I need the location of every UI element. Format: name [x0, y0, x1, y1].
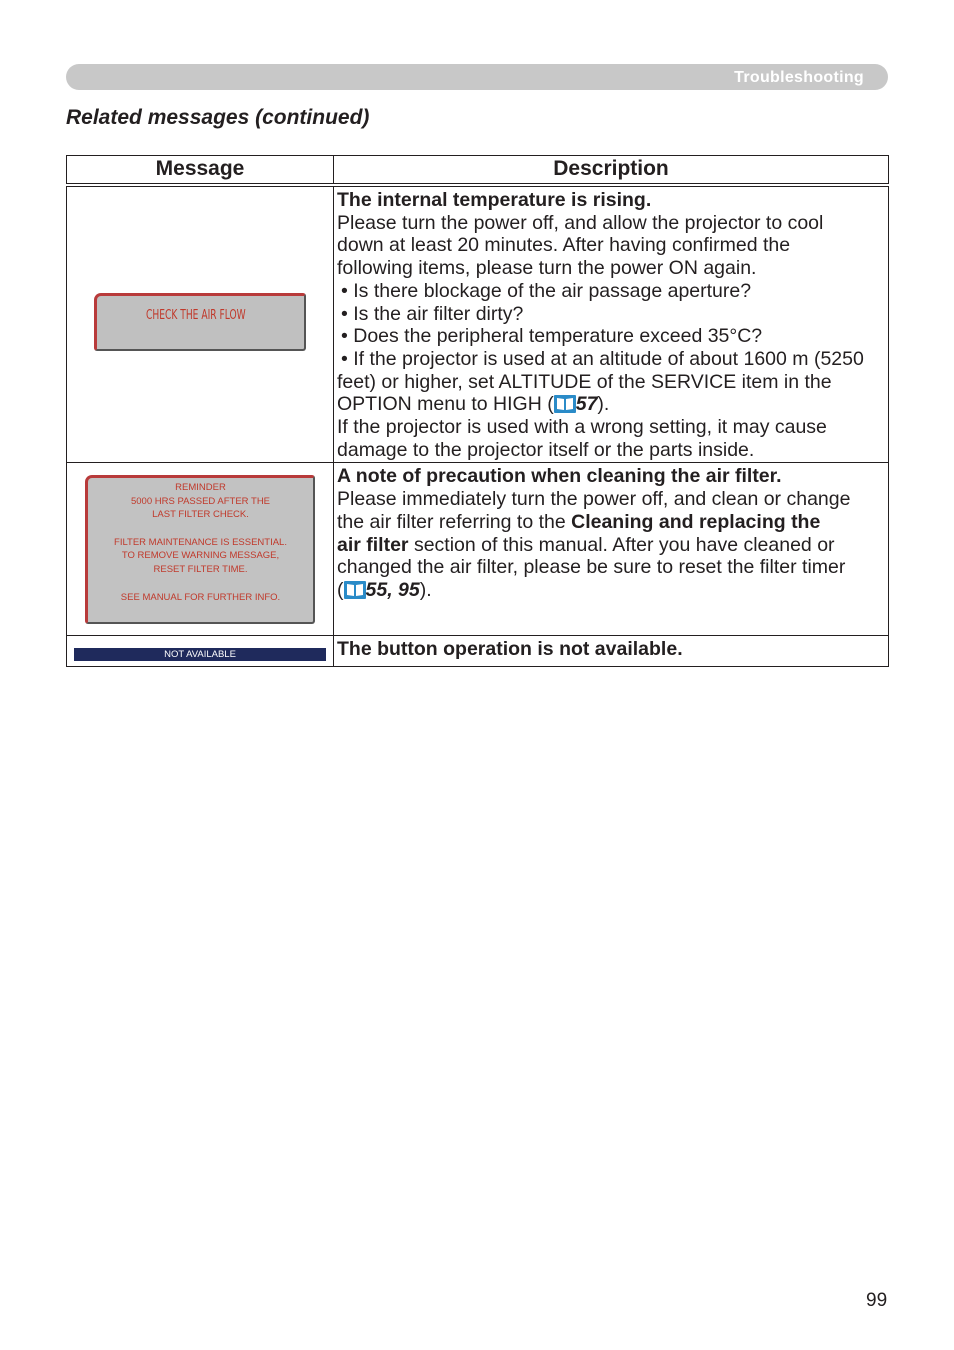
bullet-item: • Is the air filter dirty? — [341, 302, 524, 325]
message-cell — [67, 636, 334, 667]
check-airflow-screen — [94, 293, 306, 351]
description-line — [337, 393, 886, 416]
screen-spacer — [88, 577, 313, 591]
column-header-description: Description — [334, 156, 889, 186]
screen-line: SEE MANUAL FOR FURTHER INFO. — [120, 591, 281, 603]
message-cell — [67, 185, 334, 463]
text-span: section of this manual. After you have cleaned or — [408, 533, 835, 556]
table-row — [67, 463, 889, 636]
bullet-item: • Is there blockage of the air passage aperture? — [341, 279, 752, 302]
section-reference: air filter — [337, 533, 409, 556]
screen-spacer — [88, 522, 313, 536]
description-cell — [334, 463, 889, 636]
screen-line: 5000 HRS PASSED AFTER THE — [130, 495, 271, 507]
description-heading: A note of precaution when cleaning the air filter. — [337, 465, 782, 488]
screen-line: LAST FILTER CHECK. — [152, 509, 249, 521]
screen-line: FILTER MAINTENANCE IS ESSENTIAL. — [114, 536, 287, 548]
header-bar — [66, 64, 888, 90]
screen-line: TO REMOVE WARNING MESSAGE, — [121, 550, 280, 562]
column-header-message: Message — [67, 156, 334, 186]
book-icon — [554, 395, 576, 413]
description-heading: The button operation is not available. — [337, 638, 683, 661]
description-line: changed the air filter, please be sure to reset the filter timer — [337, 556, 846, 579]
description-line: If the projector is used with a wrong setting, it may cause — [337, 416, 827, 439]
page-reference: 55, 95 — [365, 578, 420, 601]
page-title: Related messages (continued) — [66, 106, 370, 129]
table-row — [67, 636, 889, 667]
book-icon — [344, 581, 366, 599]
header-section-label: Troubleshooting — [734, 69, 864, 86]
screen-line: REMINDER — [175, 481, 226, 493]
ref-prefix: ( — [337, 578, 344, 601]
description-line — [337, 534, 886, 557]
section-reference: Cleaning and replacing the — [571, 510, 821, 533]
screen-message-text: CHECK THE AIR FLOW — [146, 307, 246, 323]
description-line: down at least 20 minutes. After having confirmed the — [337, 234, 791, 257]
description-heading: The internal temperature is rising. — [337, 189, 652, 211]
ref-suffix: ). — [597, 393, 610, 416]
description-line: Please immediately turn the power off, and clean or change — [337, 488, 851, 511]
message-cell — [67, 463, 334, 636]
page-number: 99 — [866, 1290, 888, 1311]
description-line: feet) or higher, set ALTITUDE of the SERVICE item in the — [337, 370, 832, 393]
description-line: Please turn the power off, and allow the projector to cool — [337, 211, 824, 234]
screen-line: RESET FILTER TIME. — [153, 564, 248, 576]
bullet-item: • Does the peripheral temperature exceed 35°C? — [341, 325, 763, 348]
description-cell — [334, 636, 889, 667]
page-reference: 57 — [575, 393, 598, 416]
ref-suffix: ). — [419, 578, 432, 601]
filter-reminder-screen — [85, 475, 315, 624]
table-header-row — [67, 156, 889, 186]
not-available-screen: NOT AVAILABLE — [74, 648, 326, 661]
description-line — [337, 511, 886, 534]
bullet-item: • If the projector is used at an altitude of about 1600 m (5250 — [341, 347, 864, 370]
description-line — [337, 579, 886, 602]
description-cell — [334, 185, 889, 463]
description-line: damage to the projector itself or the parts inside. — [337, 438, 755, 461]
table-row — [67, 185, 889, 463]
messages-table — [66, 155, 889, 667]
text-span: the air filter referring to the — [337, 510, 572, 533]
description-line: following items, please turn the power ON again. — [337, 257, 757, 280]
ref-prefix: OPTION menu to HIGH ( — [337, 393, 554, 416]
